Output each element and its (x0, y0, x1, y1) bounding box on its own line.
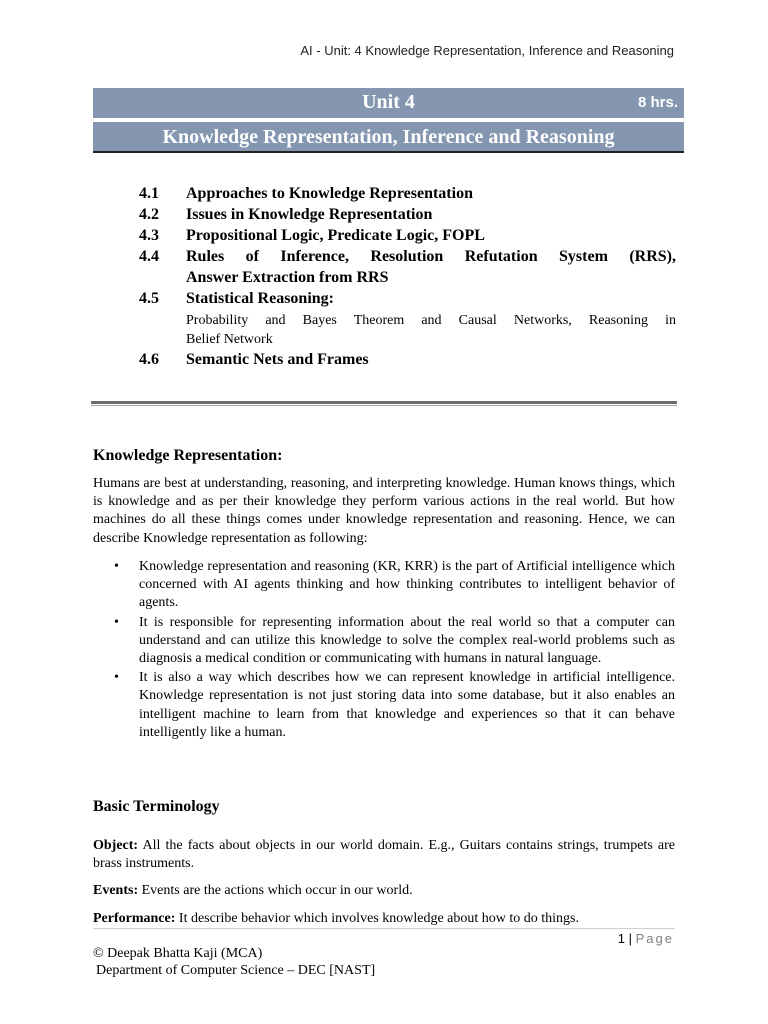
footer-author: © Deepak Bhatta Kaji (MCA) (93, 946, 263, 961)
unit-hours: 8 hrs. (637, 94, 678, 111)
toc-number: 4.2 (139, 206, 159, 223)
page-number: 1 | Page (617, 931, 674, 946)
toc-number: 4.3 (139, 227, 159, 244)
section-divider (91, 401, 677, 406)
list-item: • Knowledge representation and reasoning (KR, KRR) is the part of Artificial intelligence which concerned with AI agents thinking and how thinking contributes to intelligent behavior of agents. (114, 559, 675, 611)
term-label: Object: (93, 838, 139, 853)
unit-label: Unit 4 (362, 91, 415, 113)
term-label: Performance: (93, 911, 176, 926)
toc-item (139, 288, 676, 349)
table-of-contents (139, 183, 676, 370)
toc-subtopic-line: Belief Network (186, 332, 273, 347)
toc-number: 4.4 (139, 248, 159, 265)
toc-item (139, 246, 676, 288)
toc-title: Semantic Nets and Frames (186, 351, 369, 368)
running-header: AI - Unit: 4 Knowledge Representation, Inference and Reasoning (300, 43, 674, 58)
footer-department: Department of Computer Science – DEC [NAST] (96, 963, 376, 978)
term-definition (93, 910, 675, 928)
toc-number: 4.5 (139, 290, 159, 307)
section-heading-basic-terminology: Basic Terminology (93, 798, 220, 815)
term-text: It describe behavior which involves knowledge about how to do things. (178, 911, 579, 926)
toc-title-line: Answer Extraction from RRS (186, 269, 389, 286)
bullet-icon: • (114, 670, 119, 686)
toc-number: 4.1 (139, 185, 159, 202)
bullet-list (112, 558, 675, 743)
term-text: Events are the actions which occur in our world. (141, 883, 413, 898)
bullet-icon: • (114, 614, 119, 630)
unit-banner (93, 88, 684, 118)
list-item: • It is also a way which describes how we can represent knowledge in artificial intelligence. Knowledge representation is not just storing data into some database, but it also enables an intelligent machine to learn from that knowledge and experiences so that it can behave intelligently like a human. (114, 670, 675, 740)
toc-item (139, 225, 676, 246)
list-item: • It is responsible for representing information about the real world so that a computer can understand and can utilize this knowledge to solve the complex real-world problems such as diagnosis a medical condition or communicating with humans in natural language. (114, 614, 675, 667)
term-text: All the facts about objects in our world domain. E.g., Guitars contains strings, trumpets are brass instruments. (93, 838, 675, 872)
toc-title: Issues in Knowledge Representation (186, 206, 433, 223)
term-label: Events: (93, 883, 139, 898)
unit-title: Knowledge Representation, Inference and Reasoning (93, 122, 684, 153)
toc-item (139, 183, 676, 204)
toc-title: Propositional Logic, Predicate Logic, FOPL (186, 227, 485, 244)
intro-paragraph: Humans are best at understanding, reasoning, and interpreting knowledge. Human knows things, which is knowledge and as per their knowledge they perform various actions in the real world. But how machines do all these things comes under knowledge representation and reasoning. Hence, we can describe Knowledge representation as following: (93, 476, 675, 546)
toc-item (139, 349, 676, 370)
toc-item (139, 204, 676, 225)
term-definition (93, 882, 675, 900)
bullet-icon: • (114, 559, 119, 574)
toc-subtopics (186, 311, 676, 349)
footer-divider (93, 928, 675, 929)
toc-subtopic-line: Probability and Bayes Theorem and Causal Networks, Reasoning in (186, 313, 676, 328)
toc-number: 4.6 (139, 351, 159, 368)
term-definition (93, 837, 675, 873)
section-heading-knowledge-representation: Knowledge Representation: (93, 447, 283, 464)
toc-title: Statistical Reasoning: (186, 290, 334, 307)
toc-title-line: Rules of Inference, Resolution Refutation System (RRS), (186, 248, 676, 265)
toc-title: Approaches to Knowledge Representation (186, 185, 473, 202)
